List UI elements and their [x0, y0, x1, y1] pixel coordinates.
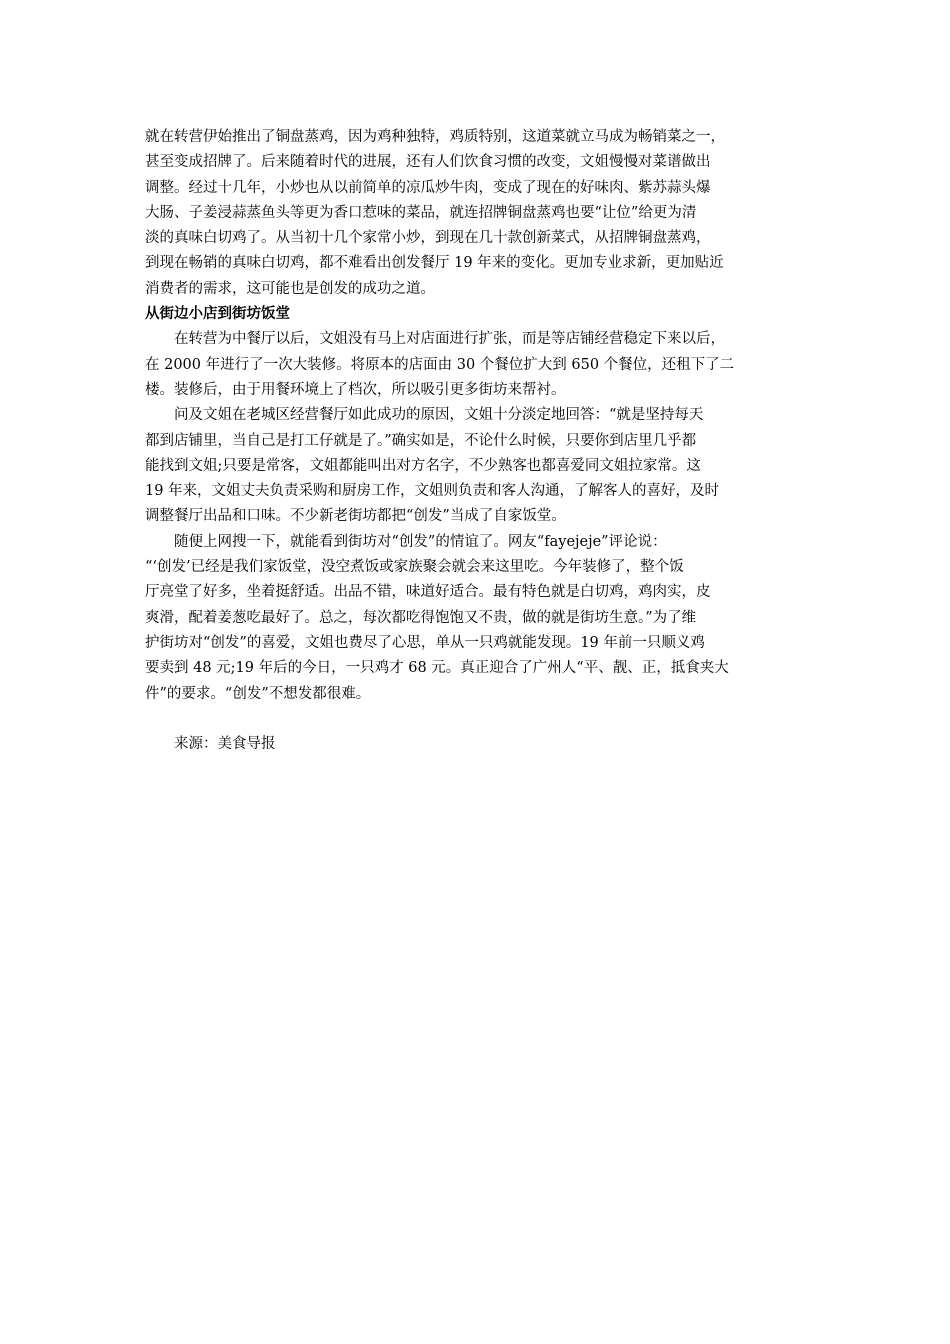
- text-line: 甚至变成招牌了。后来随着时代的进展，还有人们饮食习惯的改变，文姐慢慢对菜谱做出: [145, 154, 711, 171]
- source-credit: 来源：美食导报: [145, 735, 276, 752]
- text-line: 到现在畅销的真味白切鸡，都不难看出创发餐厅 19 年来的变化。更加专业求新，更加贴近: [145, 255, 724, 272]
- intro-paragraph: [145, 125, 815, 302]
- text-line: 要卖到 48 元;19 年后的今日，一只鸡才 68 元。真正迎合了广州人“平、靓、正，抵食夹大: [145, 660, 729, 677]
- text-line: 就在转营伊始推出了铜盘蒸鸡，因为鸡种独特，鸡质特别，这道菜就立马成为畅销菜之一，: [145, 129, 725, 145]
- text-line: 问及文姐在老城区经营餐厅如此成功的原因，文姐十分淡定地回答：“就是坚持每天: [145, 407, 704, 424]
- text-line: 能找到文姐;只要是常客，文姐都能叫出对方名字，不少熟客也都喜爱同文姐拉家常。这: [145, 457, 701, 474]
- text-line: 厅亮堂了好多，坐着挺舒适。出品不错，味道好适合。最有特色就是白切鸡，鸡肉实，皮: [145, 584, 711, 601]
- text-line: 在 2000 年进行了一次大装修。将原本的店面由 30 个餐位扩大到 650 个餐位，还租下了二: [145, 356, 735, 373]
- text-line: 楼。装修后，由于用餐环境上了档次，所以吸引更多街坊来帮衬。: [145, 381, 566, 398]
- paragraph-online-reviews: [145, 530, 815, 707]
- text-line: 调整餐厅出品和口味。不少新老街坊都把“创发”当成了自家饭堂。: [145, 508, 566, 525]
- paragraph-expansion: [145, 327, 815, 403]
- paragraph-success-reason: [145, 403, 815, 529]
- article-body: [145, 125, 815, 757]
- text-line: 件”的要求。“创发”不想发都很难。: [145, 685, 371, 702]
- text-line: 在转营为中餐厅以后，文姐没有马上对店面进行扩张，而是等店铺经营稳定下来以后，: [145, 331, 725, 348]
- text-line: 消费者的需求，这可能也是创发的成功之道。: [145, 280, 435, 297]
- text-line: 大肠、子姜浸蒜蒸鱼头等更为香口惹味的菜品，就连招牌铜盘蒸鸡也要“让位”给更为清: [145, 204, 697, 221]
- text-line: 爽滑，配着姜葱吃最好了。总之，每次都吃得饱饱又不贵，做的就是街坊生意。”为了维: [145, 609, 697, 626]
- text-line: 调整。经过十几年，小炒也从以前简单的凉瓜炒牛肉，变成了现在的好味肉、紫苏蒜头爆: [145, 179, 711, 196]
- text-line: 随便上网搜一下，就能看到街坊对“创发”的情谊了。网友“fayejeje”评论说：: [145, 533, 667, 550]
- text-line: “‘创发’已经是我们家饭堂，没空煮饭或家族聚会就会来这里吃。今年装修了，整个饭: [145, 559, 684, 576]
- text-line: 淡的真味白切鸡了。从当初十几个家常小炒，到现在几十款创新菜式，从招牌铜盘蒸鸡，: [145, 230, 711, 247]
- text-line: 护街坊对“创发”的喜爱，文姐也费尽了心思，单从一只鸡就能发现。19 年前一只顺义鸡: [145, 634, 705, 651]
- section-heading: 从街边小店到街坊饭堂: [145, 306, 290, 323]
- text-line: 19 年来，文姐丈夫负责采购和厨房工作，文姐则负责和客人沟通，了解客人的喜好，及时: [145, 483, 720, 500]
- text-line: 都到店铺里，当自己是打工仔就是了。”确实如是，不论什么时候，只要你到店里几乎都: [145, 432, 697, 449]
